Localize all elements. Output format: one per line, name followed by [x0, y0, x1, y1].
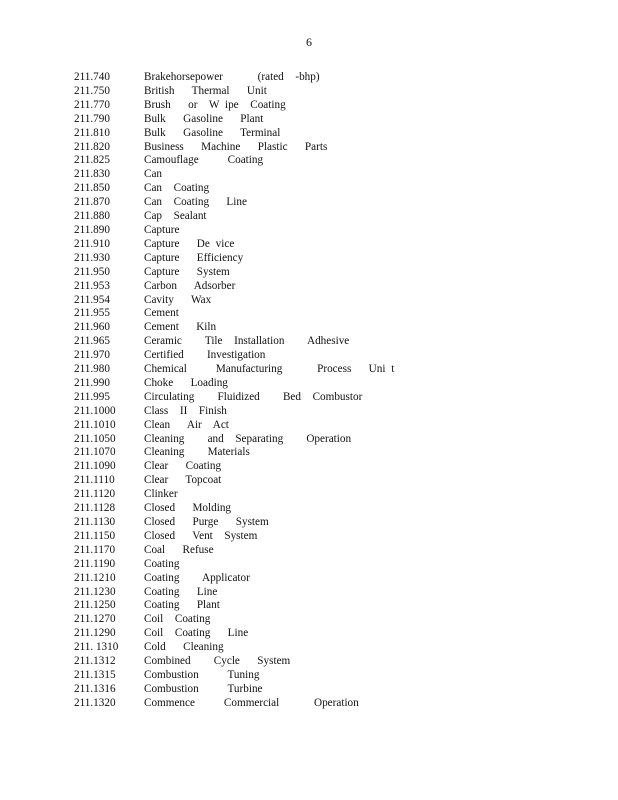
defined-term: Cleaning Materials — [144, 446, 250, 459]
section-number: 211.954 — [74, 293, 110, 306]
defined-term: Capture System — [144, 265, 230, 278]
section-number: 211.930 — [74, 251, 110, 264]
defined-term: Carbon Adsorber — [144, 279, 236, 292]
defined-term: Certified Investigation — [144, 349, 266, 362]
section-number: 211.1320 — [74, 696, 116, 709]
defined-term: Combustion Tuning — [144, 668, 260, 681]
defined-term: Capture De vice — [144, 237, 235, 250]
defined-term: Clear Coating — [144, 460, 222, 473]
section-number: 211.960 — [74, 321, 110, 334]
section-number: 211.1150 — [74, 529, 116, 542]
section-number: 211.1250 — [74, 599, 116, 612]
section-number: 211.1312 — [74, 655, 116, 668]
defined-term: Combined Cycle System — [144, 655, 291, 668]
defined-term: Coating Plant — [144, 599, 220, 612]
defined-term: Circulating Fluidized Bed Combustor — [144, 390, 363, 403]
defined-term: Class II Finish — [144, 404, 227, 417]
section-number: 211.850 — [74, 182, 110, 195]
section-number: 211.1070 — [74, 446, 116, 459]
defined-term: Cement — [144, 307, 179, 320]
section-number: 211.1130 — [74, 516, 116, 528]
defined-term: Cold Cleaning — [144, 641, 224, 654]
defined-term: Bulk Gasoline Plant — [144, 112, 264, 125]
defined-term: Coating Line — [144, 585, 218, 598]
section-number: 211.910 — [74, 237, 110, 250]
section-number: 211.750 — [74, 84, 110, 97]
defined-term: Brush or W ipe Coating — [144, 98, 286, 111]
section-number: 211.830 — [74, 168, 110, 181]
section-number: 211.950 — [74, 265, 110, 278]
defined-term: Capture — [144, 223, 180, 236]
section-number: 211.1110 — [74, 474, 115, 487]
defined-term: Cement Kiln — [144, 321, 217, 334]
defined-term: Coating Applicator — [144, 571, 250, 584]
section-number: 211.740 — [74, 71, 110, 83]
section-number: 211.995 — [74, 390, 110, 403]
defined-term: Capture Efficiency — [144, 251, 244, 264]
section-number: 211. 1310 — [74, 641, 119, 654]
section-number: 211.1170 — [74, 543, 116, 556]
defined-term: Clear Topcoat — [144, 474, 222, 487]
section-number: 211.970 — [74, 349, 110, 362]
defined-term: Closed Molding — [144, 502, 232, 515]
defined-term: Coil Coating — [144, 613, 211, 626]
section-number: 211.810 — [74, 126, 110, 139]
defined-term: Coal Refuse — [144, 543, 214, 556]
section-number: 211.880 — [74, 210, 110, 223]
section-number: 211.825 — [74, 154, 110, 167]
defined-term: Closed Vent System — [144, 529, 258, 542]
section-number: 211.1128 — [74, 502, 116, 515]
section-number: 211.870 — [74, 196, 110, 209]
section-number: 211.980 — [74, 363, 110, 376]
section-number: 211.953 — [74, 279, 110, 292]
defined-term: Ceramic Tile Installation Adhesive — [144, 335, 350, 348]
section-number: 211.1230 — [74, 585, 116, 598]
defined-term: Cap Sealant — [144, 210, 207, 223]
section-number: 211.770 — [74, 98, 110, 111]
defined-term: Chemical Manufacturing Process Uni t — [144, 363, 395, 376]
section-number: 211.1000 — [74, 404, 116, 417]
section-number: 211.1120 — [74, 488, 116, 501]
section-number: 211.790 — [74, 112, 110, 125]
defined-term: Cleaning and Separating Operation — [144, 432, 352, 445]
defined-term: Bulk Gasoline Terminal — [144, 126, 281, 139]
section-number: 211.1316 — [74, 682, 116, 695]
defined-term: Clinker — [144, 488, 178, 501]
section-number: 211.1210 — [74, 571, 116, 584]
defined-term: Brakehorsepower (rated -bhp) — [144, 71, 320, 83]
section-number: 211.1050 — [74, 432, 116, 445]
section-number: 211.965 — [74, 335, 110, 348]
section-number: 211.1190 — [74, 557, 116, 570]
defined-term: Choke Loading — [144, 376, 228, 389]
defined-term: Cavity Wax — [144, 293, 212, 306]
defined-term: Camouflage Coating — [144, 154, 264, 167]
section-number: 211.955 — [74, 307, 110, 320]
defined-term: Closed Purge System — [144, 516, 269, 528]
section-number: 211.1270 — [74, 613, 116, 626]
defined-term: Coating — [144, 557, 180, 570]
section-number: 211.990 — [74, 376, 110, 389]
section-number: 211.820 — [74, 140, 110, 153]
defined-term: Can — [144, 168, 163, 181]
defined-term: Combustion Turbine — [144, 682, 263, 695]
section-number: 211.1090 — [74, 460, 116, 473]
defined-term: British Thermal Unit — [144, 84, 267, 97]
section-number: 211.1315 — [74, 668, 116, 681]
defined-term: Can Coating Line — [144, 196, 247, 209]
page-number — [0, 35, 618, 49]
defined-term: Business Machine Plastic Parts — [144, 140, 328, 153]
defined-term: Coil Coating Line — [144, 627, 249, 640]
page-number-text: 6 — [306, 35, 312, 49]
defined-term: Can Coating — [144, 182, 210, 195]
defined-term: Commence Commercial Operation — [144, 696, 359, 709]
section-number: 211.890 — [74, 223, 110, 236]
section-number: 211.1010 — [74, 418, 116, 431]
section-number: 211.1290 — [74, 627, 116, 640]
defined-term: Clean Air Act — [144, 418, 229, 431]
